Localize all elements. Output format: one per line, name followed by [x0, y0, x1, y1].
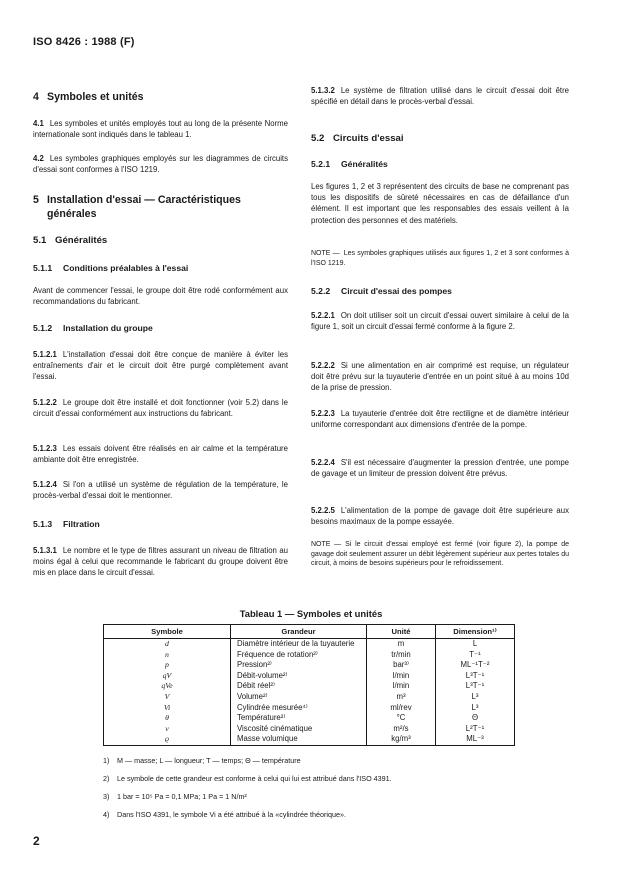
unit-cell: °C — [367, 713, 436, 724]
paragraph-5-2-2-1: 5.2.2.1 On doit utiliser soit un circuit d'essai ouvert similaire à celui de la figure 1, soit un circuit d'essai fermé conforme à la figure 2. — [311, 311, 569, 332]
section-5-2-2-heading: 5.2.2 Circuit d'essai des pompes — [311, 286, 452, 296]
paragraph-5-1-3-1: 5.1.3.1 Le nombre et le type de filtres assurant un niveau de filtration au moins égal à celui que recommande le fabricant du groupe doivent être mis en place dans le circuit d'essai. — [33, 546, 288, 578]
dimension-cell: ML⁻¹T⁻² — [436, 660, 515, 671]
grandeur-cell: Débit-volume²⁾ — [231, 671, 367, 682]
symbol-cell: ϱ — [104, 734, 231, 745]
grandeur-cell: Diamètre intérieur de la tuyauterie — [231, 639, 367, 650]
paragraph-5-1-2-1: 5.1.2.1 L'installation d'essai doit être conçue de manière à éviter les entraînements d'air et le circuit doit être purgé complètement avant l'essai. — [33, 350, 288, 382]
note-figures: NOTE — Les symboles graphiques utilisés aux figures 1, 2 et 3 sont conformes à l'ISO 1219. — [311, 250, 569, 267]
footnote-4: 4) Dans l'ISO 4391, le symbole Vi a été attribué à la «cylindrée théorique». — [103, 810, 346, 819]
symbol-cell: θ — [104, 713, 231, 724]
unit-cell: m — [367, 639, 436, 650]
symbol-cell: Vi — [104, 703, 231, 714]
section-5-1-heading: 5.1 Généralités — [33, 235, 108, 246]
dimension-cell: L³ — [436, 703, 515, 714]
paragraph-5-1-2-4: 5.1.2.4 Si l'on a utilisé un système de régulation de la température, le procès-verbal d'essai doit le mentionner. — [33, 480, 288, 501]
paragraph-5-2-2-4: 5.2.2.4 S'il est nécessaire d'augmenter la pression d'entrée, une pompe de gavage et un limiteur de pression doivent être prévus. — [311, 458, 569, 479]
paragraph-4-1: 4.1 Les symboles et unités employés tout au long de la présente Norme internationale sont indiqués dans le tableau 1. — [33, 119, 288, 140]
grandeur-cell: Pression²⁾ — [231, 660, 367, 671]
grandeur-cell: Masse volumique — [231, 734, 367, 745]
table-row — [104, 639, 515, 650]
paragraph-4-2: 4.2 Les symboles graphiques employés sur les diagrammes de circuits d'essai sont conformes à l'ISO 1219. — [33, 154, 288, 175]
symbol-cell: d — [104, 639, 231, 650]
table-row — [104, 681, 515, 692]
dimension-cell: T⁻¹ — [436, 650, 515, 661]
grandeur-cell: Température²⁾ — [231, 713, 367, 724]
table-row — [104, 734, 515, 745]
dimension-cell: L³ — [436, 692, 515, 703]
symbol-cell: ν — [104, 724, 231, 735]
section-5-heading: 5 Installation d'essai — Caractéristiques générales — [33, 194, 241, 220]
unit-cell: l/min — [367, 671, 436, 682]
paragraph-5-1-3-2: 5.1.3.2 Le système de filtration utilisé dans le circuit d'essai doit être spécifié en détail dans le procès-verbal d'essai. — [311, 86, 569, 107]
page-number: 2 — [33, 834, 40, 848]
section-5-2-1-heading: 5.2.1 Généralités — [311, 159, 388, 169]
unit-cell: ml/rev — [367, 703, 436, 714]
table-row — [104, 724, 515, 735]
paragraph-5-1-2-2: 5.1.2.2 Le groupe doit être installé et doit fonctionner (voir 5.2) dans le circuit d'essai conformément aux instructions du fabricant. — [33, 398, 288, 419]
section-5-2-heading: 5.2 Circuits d'essai — [311, 133, 404, 144]
document-header: ISO 8426 : 1988 (F) — [33, 36, 135, 48]
paragraph-5-2-1: Les figures 1, 2 et 3 représentent des circuits de base ne comprenant pas tous les dispositifs de sûreté nécessaires en cas de défaillance d'un élément. Il est important que les responsables des essais veillent à la protection des personnes et des matériels. — [311, 182, 569, 225]
table-row — [104, 713, 515, 724]
paragraph-5-2-2-5: 5.2.2.5 L'alimentation de la pompe de gavage doit être supérieure aux besoins maximaux de la pompe essayée. — [311, 506, 569, 527]
unit-cell: l/min — [367, 681, 436, 692]
header-unite: Unité — [367, 625, 436, 639]
dimension-cell: L³T⁻¹ — [436, 671, 515, 682]
symbols-table — [103, 624, 515, 746]
dimension-cell: L — [436, 639, 515, 650]
table-row — [104, 671, 515, 682]
header-dimension: Dimension¹⁾ — [436, 625, 515, 639]
dimension-cell: L²T⁻¹ — [436, 724, 515, 735]
grandeur-cell: Volume²⁾ — [231, 692, 367, 703]
section-5-1-3-heading: 5.1.3 Filtration — [33, 519, 100, 529]
paragraph-5-1-2-3: 5.1.2.3 Les essais doivent être réalisés en air calme et la température ambiante doit être enregistrée. — [33, 444, 288, 465]
paragraph-5-2-2-3: 5.2.2.3 La tuyauterie d'entrée doit être rectiligne et de diamètre intérieur uniforme correspondant aux dimensions d'entrée de la pompe. — [311, 409, 569, 430]
note-gavage: NOTE — Si le circuit d'essai employé est fermé (voir figure 2), la pompe de gavage doit seulement assurer un débit légèrement supérieur aux pertes totales du circuit, à moins de besoins supérieurs pour le refroidissement. — [311, 541, 569, 568]
table-row — [104, 692, 515, 703]
grandeur-cell: Viscosité cinématique — [231, 724, 367, 735]
grandeur-cell: Débit réel²⁾ — [231, 681, 367, 692]
table-row — [104, 660, 515, 671]
paragraph-5-1-1: Avant de commencer l'essai, le groupe doit être rodé conformément aux recommandations du fabricant. — [33, 286, 288, 307]
table-row — [104, 650, 515, 661]
unit-cell: tr/min — [367, 650, 436, 661]
dimension-cell: L³T⁻¹ — [436, 681, 515, 692]
unit-cell: kg/m³ — [367, 734, 436, 745]
symbol-cell: V — [104, 692, 231, 703]
symbol-cell: qV — [104, 671, 231, 682]
table-title: Tableau 1 — Symboles et unités — [239, 608, 383, 619]
symbol-cell: p — [104, 660, 231, 671]
section-5-1-1-heading: 5.1.1 Conditions préalables à l'essai — [33, 263, 189, 273]
symbol-cell: qVe — [104, 681, 231, 692]
dimension-cell: ML⁻³ — [436, 734, 515, 745]
section-5-1-2-heading: 5.1.2 Installation du groupe — [33, 323, 153, 333]
table-row — [104, 703, 515, 714]
symbol-cell: n — [104, 650, 231, 661]
footnote-1: 1) M — masse; L — longueur; T — temps; Θ — température — [103, 756, 301, 765]
paragraph-5-2-2-2: 5.2.2.2 Si une alimentation en air comprimé est requise, un régulateur doit être prévu sur la tuyauterie d'entrée en un point situé à au moins 10d de la prise de pression. — [311, 361, 569, 393]
unit-cell: bar³⁾ — [367, 660, 436, 671]
grandeur-cell: Fréquence de rotation²⁾ — [231, 650, 367, 661]
header-symbole: Symbole — [104, 625, 231, 639]
dimension-cell: Θ — [436, 713, 515, 724]
unit-cell: m³ — [367, 692, 436, 703]
grandeur-cell: Cylindrée mesurée⁴⁾ — [231, 703, 367, 714]
footnote-2: 2) Le symbole de cette grandeur est conforme à celui qui lui est attribué dans l'ISO 4391. — [103, 774, 392, 783]
footnote-3: 3) 1 bar = 10⁵ Pa = 0,1 MPa; 1 Pa = 1 N/m² — [103, 792, 247, 801]
table-header-row — [104, 625, 515, 639]
section-4-heading: 4 Symboles et unités — [33, 91, 144, 103]
unit-cell: m²/s — [367, 724, 436, 735]
header-grandeur: Grandeur — [231, 625, 367, 639]
